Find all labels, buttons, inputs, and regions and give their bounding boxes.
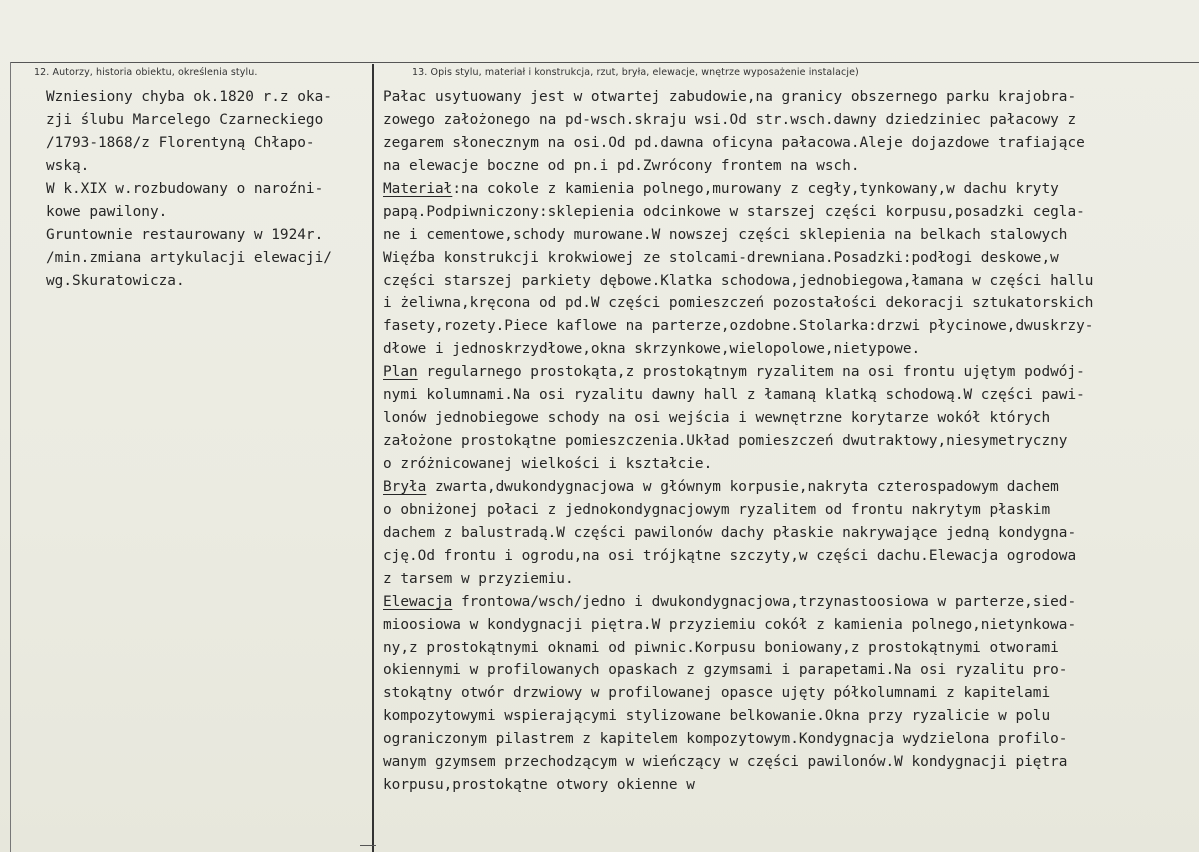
text-line — [383, 132, 1195, 155]
section-label: Elewacja — [383, 593, 453, 610]
text-line — [383, 292, 1195, 315]
line-text: części starszej parkiety dębowe.Klatka schodowa,jednobiegowa,łamana w części hallu — [383, 272, 1094, 289]
line-text: zowego założonego na pd-wsch.skraju wsi.Od str.wsch.dawny dziedziniec pałacowy z — [383, 111, 1077, 128]
line-text: kompozytowymi wspierającymi stylizowane belkowanie.Okna przy ryzalicie w polu — [383, 708, 1051, 725]
text-line — [383, 728, 1195, 751]
bottom-tick-mark — [360, 845, 376, 852]
section-13-text — [383, 86, 1195, 797]
section-label: Materiał — [383, 180, 453, 197]
column-divider — [372, 64, 374, 852]
text-line — [383, 109, 1195, 132]
section-12-heading: 12. Autorzy, historia obiektu, określenia stylu. — [34, 67, 258, 78]
line-text: ne i cementowe,schody murowane.W nowszej części sklepienia na belkach stalowych — [383, 226, 1068, 243]
line-text: na elewacje boczne od pn.i pd.Zwrócony frontem na wsch. — [383, 157, 860, 174]
text-line — [383, 476, 1195, 499]
line-text: korpusu,prostokątne otwory okienne w — [383, 777, 695, 794]
left-edge-rule — [10, 62, 11, 852]
text-line — [383, 614, 1195, 637]
line-text: Pałac usytuowany jest w otwartej zabudowie,na granicy obszernego parku krajobra- — [383, 89, 1077, 105]
line-text: z tarsem w przyziemiu. — [383, 570, 574, 587]
text-line — [383, 361, 1195, 384]
line-text: Więźba konstrukcji krokwiowej ze stolcami-drewniana.Posadzki:podłogi deskowe,w — [383, 249, 1059, 266]
text-line — [383, 659, 1195, 682]
text-line — [383, 499, 1195, 522]
line-text: frontowa/wsch/jedno i dwukondygnacjowa,trzynastoosiowa w parterze,sied- — [452, 593, 1077, 610]
text-line — [383, 637, 1195, 660]
text-line — [383, 224, 1195, 247]
line-text: cję.Od frontu i ogrodu,na osi trójkątne szczyty,w części dachu.Elewacja ogrodowa — [383, 547, 1077, 564]
line-text: zwarta,dwukondygnacjowa w głównym korpusie,nakryta czterospadowym dachem — [426, 478, 1059, 495]
text-line — [383, 430, 1195, 453]
text-line — [383, 384, 1195, 407]
text-line — [383, 453, 1195, 476]
text-line — [383, 705, 1195, 728]
section-12-text — [46, 86, 371, 292]
section-label: Bryła — [383, 478, 427, 495]
line-text: nymi kolumnami.Na osi ryzalitu dawny hall z łamaną klatką schodową.W części pawi- — [383, 387, 1085, 404]
text-line — [383, 522, 1195, 545]
line-text: o obniżonej połaci z jednokondygnacjowym ryzalitem od frontu nakrytym płaskim — [383, 501, 1051, 518]
line-text: stokątny otwór drzwiowy w profilowanej opasce ujęty półkolumnami z kapitelami — [383, 685, 1051, 702]
section-label: Plan — [383, 364, 418, 381]
text-line — [383, 86, 1195, 109]
text-line: /min.zmiana artykulacji elewacji/ — [46, 249, 332, 266]
text-line — [383, 682, 1195, 705]
line-text: założone prostokątne pomieszczenia.Układ pomieszczeń dwutraktowy,niesymetryczny — [383, 433, 1068, 450]
text-line — [383, 774, 1195, 797]
text-line — [383, 270, 1195, 293]
line-text: regularnego prostokąta,z prostokątnym ryzalitem na osi frontu ujętym podwój- — [417, 364, 1085, 381]
line-text: i żeliwna,kręcona od pd.W części pomieszczeń pozostałości dekoracji sztukatorskich — [383, 295, 1094, 312]
text-line — [383, 247, 1195, 270]
line-text: papą.Podpiwniczony:sklepienia odcinkowe w starszej części korpusu,posadzki cegla- — [383, 203, 1085, 220]
line-text: lonów jednobiegowe schody na osi wejścia i wewnętrzne korytarze wokół których — [383, 410, 1051, 427]
section-13-heading: 13. Opis stylu, materiał i konstrukcja, rzut, bryła, elewacje, wnętrze wyposażenie instalacje) — [412, 67, 859, 78]
text-line: kowe pawilony. — [46, 203, 168, 220]
text-line: zji ślubu Marcelego Czarneckiego — [46, 111, 324, 128]
text-line — [383, 591, 1195, 614]
text-line: Gruntownie restaurowany w 1924r. — [46, 226, 324, 243]
text-line — [383, 315, 1195, 338]
top-rule — [10, 62, 1199, 63]
line-text: zegarem słonecznym na osi.Od pd.dawna oficyna pałacowa.Aleje dojazdowe trafiające — [383, 134, 1085, 151]
line-text: :na cokole z kamienia polnego,murowany z cegły,tynkowany,w dachu kryty — [452, 180, 1059, 197]
text-line: W k.XIX w.rozbudowany o naroźni- — [46, 180, 324, 197]
line-text: wanym gzymsem przechodzącym w wieńczący w części pawilonów.W kondygnacji piętra — [383, 754, 1068, 771]
text-line — [383, 155, 1195, 178]
text-line: /1793-1868/z Florentyną Chłapo- — [46, 134, 315, 151]
text-line — [383, 201, 1195, 224]
line-text: dłowe i jednoskrzydłowe,okna skrzynkowe,wielopolowe,nietypowe. — [383, 341, 921, 358]
text-line: wg.Skuratowicza. — [46, 272, 185, 289]
line-text: dachem z balustradą.W części pawilonów dachy płaskie nakrywające jedną kondygna- — [383, 524, 1077, 541]
text-line: wską. — [46, 157, 90, 174]
text-line — [383, 407, 1195, 430]
line-text: fasety,rozety.Piece kaflowe na parterze,ozdobne.Stolarka:drzwi płycinowe,dwuskrzy- — [383, 318, 1094, 335]
text-line — [383, 568, 1195, 591]
line-text: ny,z prostokątnymi oknami od piwnic.Korpusu boniowany,z prostokątnymi otworami — [383, 639, 1059, 656]
text-line — [383, 178, 1195, 201]
text-line — [383, 545, 1195, 568]
line-text: o zróżnicowanej wielkości i kształcie. — [383, 456, 713, 472]
text-line: Wzniesiony chyba ok.1820 r.z oka- — [46, 89, 332, 105]
line-text: mioosiowa w kondygnacji piętra.W przyziemiu cokół z kamienia polnego,nietynkowa- — [383, 616, 1077, 633]
line-text: ograniczonym pilastrem z kapitelem kompozytowym.Kondygnacja wydzielona profilo- — [383, 731, 1068, 748]
text-line — [383, 338, 1195, 361]
line-text: okiennymi w profilowanych opaskach z gzymsami i parapetami.Na osi ryzalitu pro- — [383, 662, 1068, 679]
text-line — [383, 751, 1195, 774]
